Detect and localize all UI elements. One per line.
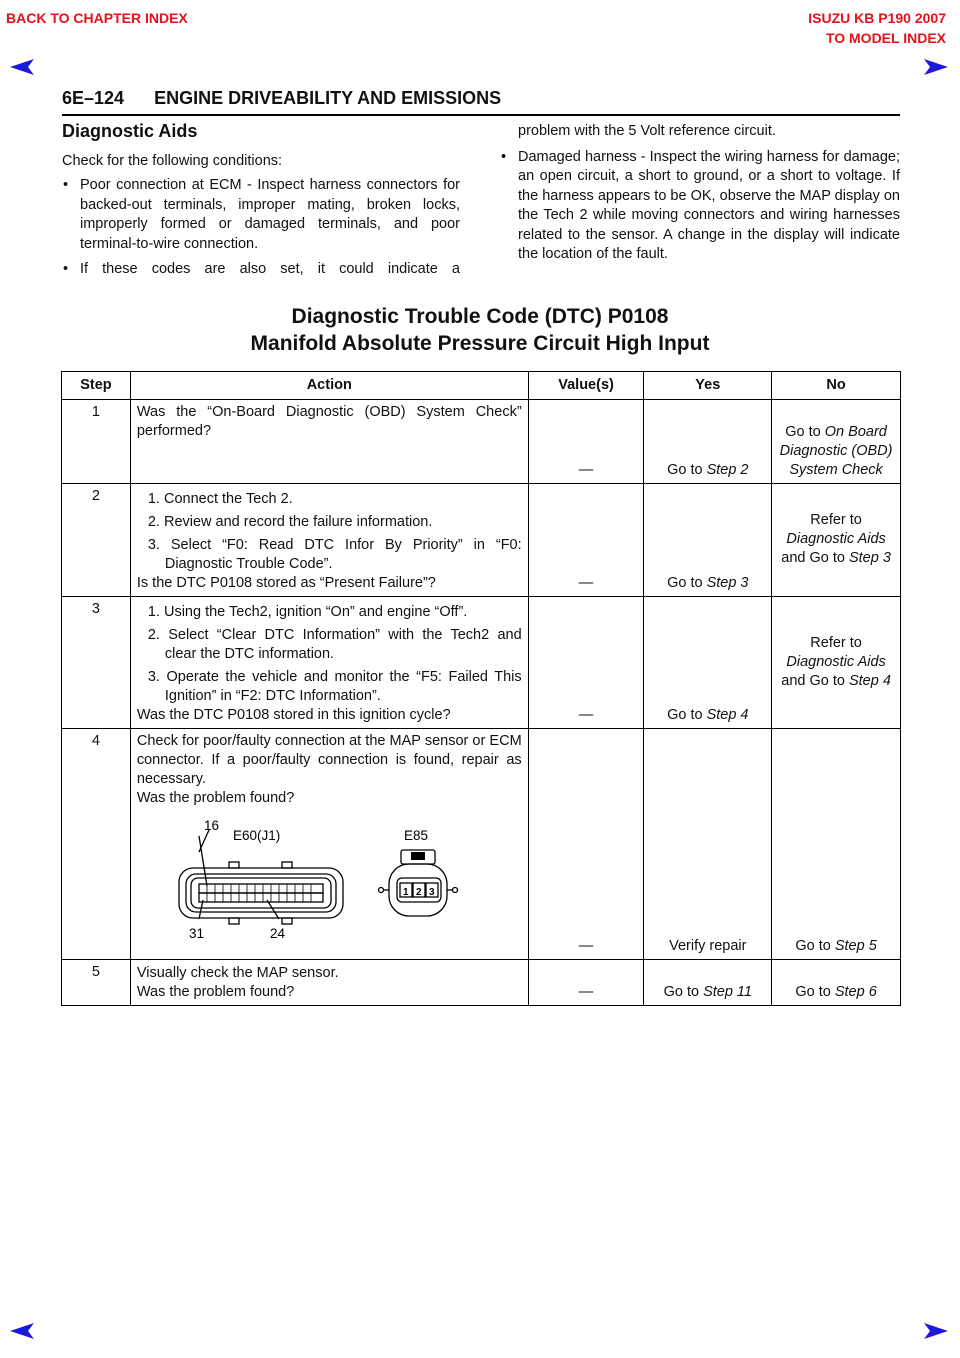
- no-diagnostic-aids-link[interactable]: Diagnostic Aids: [786, 531, 886, 547]
- map-connector-label: E85: [403, 828, 428, 843]
- action-substep: 3. Select “F0: Read DTC Infor By Priority” in “F0: Diagnostic Trouble Code”.: [147, 537, 522, 572]
- bullet-codes-set: [62, 260, 460, 280]
- step-number: 5: [62, 960, 131, 1006]
- value-cell: —: [528, 400, 644, 484]
- step-number: 2: [62, 484, 131, 597]
- action-cell: [130, 960, 528, 1006]
- yes-prefix: Go to: [667, 707, 707, 723]
- no-prefix: Go to: [795, 984, 835, 1000]
- yes-cell: [644, 960, 772, 1006]
- next-page-arrow-icon[interactable]: [922, 1322, 950, 1340]
- no-prefix: Go to: [785, 424, 825, 440]
- no-cell: [772, 960, 901, 1006]
- no-prefix: Go to: [795, 938, 835, 954]
- map-pin-1-label: 1: [402, 887, 409, 898]
- connector-diagram: [177, 816, 522, 952]
- connector-diagram-svg: [177, 816, 467, 946]
- yes-cell: [644, 400, 772, 484]
- header-no: No: [772, 372, 901, 400]
- yes-step-link[interactable]: Step 3: [706, 575, 749, 591]
- previous-page-arrow-icon[interactable]: [8, 1322, 36, 1340]
- header-step: Step: [62, 372, 131, 400]
- no-cell: [772, 484, 901, 597]
- pin-31-label: 31: [188, 926, 204, 941]
- no-cell: [772, 729, 901, 960]
- action-question: Was the DTC P0108 stored in this ignition cycle?: [136, 707, 451, 723]
- no-step-link[interactable]: Step 3: [848, 550, 891, 566]
- ecm-connector-label: E60(J1): [232, 828, 281, 843]
- action-question: Is the DTC P0108 stored as “Present Failure”?: [136, 575, 436, 591]
- bullet-text: Damaged harness - Inspect the wiring harness for damage; an open circuit, a short to ground, or a short to voltage. If the harness appears to be OK, observe the MAP display on the Tech 2 while moving connectors and wiring harnesses related to the sensor. A change in the display will indicate the location of the fault.: [518, 148, 900, 262]
- no-cell: [772, 597, 901, 729]
- header-rule: [62, 114, 900, 116]
- no-mid-text: and Go to: [781, 672, 849, 689]
- value-cell: —: [528, 484, 644, 597]
- bullet-poor-connection: [62, 176, 460, 254]
- no-diagnostic-aids-link[interactable]: Diagnostic Aids: [786, 653, 886, 670]
- pin-16-label: 16: [203, 818, 219, 833]
- yes-step-link[interactable]: Step 4: [706, 707, 749, 723]
- yes-cell: [644, 597, 772, 729]
- action-cell: [130, 729, 528, 960]
- value-cell: —: [528, 960, 644, 1006]
- action-text: Visually check the MAP sensor.: [136, 965, 339, 981]
- action-question: Was the problem found?: [136, 790, 295, 806]
- action-text: Check for poor/faulty connection at the MAP sensor or ECM connector. If a poor/faulty connection is found, repair as necessary.: [136, 733, 522, 787]
- yes-step-link[interactable]: Step 2: [706, 462, 749, 478]
- header-yes: Yes: [644, 372, 772, 400]
- bullet-text: If these codes are also set, it could indicate a: [80, 261, 460, 277]
- yes-prefix: Go to: [663, 984, 704, 1000]
- dtc-title-line-2: Manifold Absolute Pressure Circuit High Input: [250, 332, 710, 355]
- pin-24-label: 24: [269, 926, 285, 941]
- map-sensor-connector-icon: [378, 850, 457, 916]
- back-to-chapter-index-link[interactable]: BACK TO CHAPTER INDEX: [6, 10, 188, 26]
- value-cell: —: [528, 597, 644, 729]
- action-substep: 2. Review and record the failure information.: [147, 514, 433, 530]
- bullet-dot-icon: •: [501, 148, 507, 165]
- no-obd-check-link[interactable]: On Board Diagnostic (OBD) System Check: [779, 424, 893, 478]
- action-cell: [130, 597, 528, 729]
- diagnostic-aids-intro: Check for the following conditions:: [62, 152, 283, 169]
- action-substep: 2. Select “Clear DTC Information” with the Tech2 and clear the DTC information.: [147, 627, 522, 662]
- table-header-row: [62, 372, 901, 400]
- diagnostic-table: [61, 371, 901, 1006]
- step-number: 1: [62, 400, 131, 484]
- dtc-title-line-1: Diagnostic Trouble Code (DTC) P0108: [291, 305, 669, 328]
- table-row: [62, 729, 901, 960]
- page-header-title: 6E–124 ENGINE DRIVEABILITY AND EMISSIONS: [62, 88, 502, 108]
- next-page-arrow-icon[interactable]: [922, 58, 950, 76]
- map-pin-2-label: 2: [415, 887, 422, 898]
- header-values: Value(s): [528, 372, 644, 400]
- bullet-damaged-harness: [500, 148, 900, 265]
- model-title-link[interactable]: ISUZU KB P190 2007: [808, 10, 946, 26]
- diagnostic-aids-right-column: [500, 122, 900, 271]
- no-prefix: Refer to: [810, 512, 862, 528]
- bullet-dot-icon: •: [63, 177, 69, 193]
- action-question: Was the problem found?: [136, 984, 295, 1000]
- value-cell: —: [528, 729, 644, 960]
- bullet-text: Poor connection at ECM - Inspect harness connectors for backed-out terminals, improper mating, broken locks, improperly formed or damaged terminals, and poor terminal-to-wire connection.: [80, 177, 460, 252]
- no-cell: [772, 400, 901, 484]
- no-prefix: Refer to: [810, 634, 862, 651]
- no-step-link[interactable]: Step 4: [848, 672, 891, 689]
- yes-cell: Verify repair: [644, 729, 772, 960]
- previous-page-arrow-icon[interactable]: [8, 58, 36, 76]
- table-row: [62, 597, 901, 729]
- action-substep: 3. Operate the vehicle and monitor the “F5: Failed This Ignition” in “F2: DTC Information”.: [147, 669, 522, 704]
- table-row: [62, 960, 901, 1006]
- diagnostic-aids-title: Diagnostic Aids: [62, 121, 198, 141]
- no-mid-text: and Go to: [781, 550, 849, 566]
- yes-step-link[interactable]: Step 11: [703, 984, 752, 1000]
- ecm-connector-icon: [179, 830, 343, 924]
- no-step-link[interactable]: Step 5: [834, 938, 877, 954]
- yes-prefix: Go to: [667, 462, 707, 478]
- diagnostic-aids-left-column: [62, 120, 460, 286]
- dtc-title: [60, 303, 900, 357]
- bullet-dot-icon: •: [63, 261, 69, 277]
- action-substep: 1. Connect the Tech 2.: [147, 491, 293, 507]
- action-cell: [130, 484, 528, 597]
- step-number: 4: [62, 729, 131, 960]
- action-cell: Was the “On-Board Diagnostic (OBD) System Check” performed?: [130, 400, 528, 484]
- map-pin-3-label: 3: [428, 887, 435, 898]
- table-row: [62, 484, 901, 597]
- yes-prefix: Go to: [667, 575, 707, 591]
- to-model-index-link[interactable]: TO MODEL INDEX: [825, 30, 946, 46]
- yes-cell: [644, 484, 772, 597]
- table-row: [62, 400, 901, 484]
- action-substep: 1. Using the Tech2, ignition “On” and engine “Off”.: [147, 604, 468, 620]
- bullet-continuation: problem with the 5 Volt reference circuit.: [518, 123, 776, 139]
- header-action: Action: [130, 372, 528, 400]
- no-step-link[interactable]: Step 6: [834, 984, 877, 1000]
- step-number: 3: [62, 597, 131, 729]
